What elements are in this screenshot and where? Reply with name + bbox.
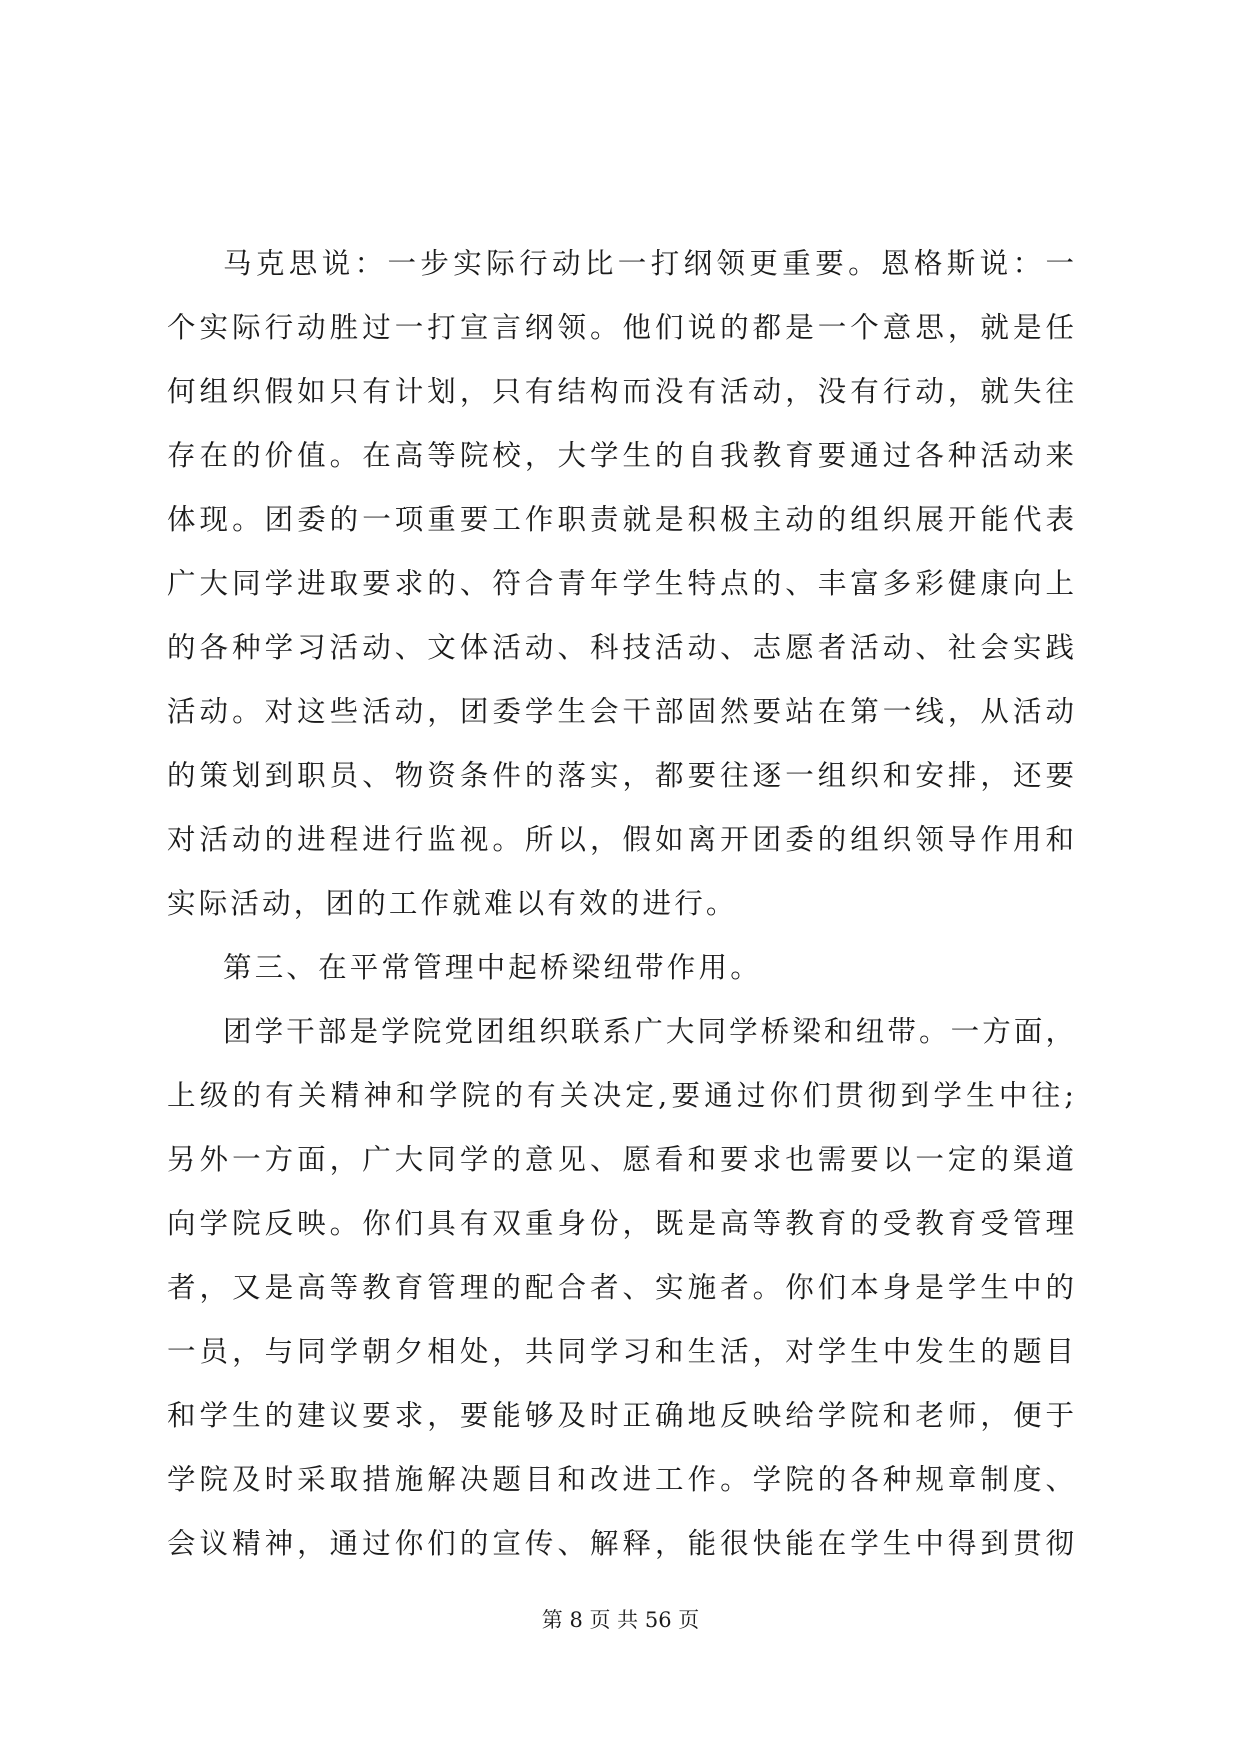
- text-line: 的策划到职员、物资条件的落实，都要往逐一组织和安排，还要: [167, 759, 1074, 792]
- paragraph: [167, 232, 1074, 936]
- text-line: 另外一方面，广大同学的意见、愿看和要求也需要以一定的渠道: [167, 1143, 1074, 1176]
- text-line: 广大同学进取要求的、符合青年学生特点的、丰富多彩健康向上: [167, 567, 1074, 600]
- text-line: 和学生的建议要求，要能够及时正确地反映给学院和老师，便于: [167, 1399, 1074, 1432]
- text-line: 学院及时采取措施解决题目和改进工作。学院的各种规章制度、: [167, 1463, 1074, 1496]
- text-line: 的各种学习活动、文体活动、科技活动、志愿者活动、社会实践: [167, 631, 1074, 664]
- text-line: 团学干部是学院党团组织联系广大同学桥梁和纽带。一方面，: [223, 1015, 1074, 1048]
- text-line: 会议精神，通过你们的宣传、解释，能很快能在学生中得到贯彻: [167, 1527, 1074, 1560]
- text-line: 何组织假如只有计划，只有结构而没有活动，没有行动，就失往: [167, 375, 1074, 408]
- text-line: 活动。对这些活动，团委学生会干部固然要站在第一线，从活动: [167, 695, 1074, 728]
- text-line: 存在的价值。在高等院校，大学生的自我教育要通过各种活动来: [167, 439, 1074, 472]
- section-heading: 第三、在平常管理中起桥梁纽带作用。: [223, 951, 762, 984]
- paragraph-section-heading: [167, 936, 1074, 1000]
- text-line: 实际活动，团的工作就难以有效的进行。: [167, 887, 738, 920]
- document-body: [167, 232, 1074, 1576]
- paragraph: [167, 1000, 1074, 1576]
- text-line: 者，又是高等教育管理的配合者、实施者。你们本身是学生中的: [167, 1271, 1074, 1304]
- text-line: 一员，与同学朝夕相处，共同学习和生活，对学生中发生的题目: [167, 1335, 1074, 1368]
- text-line: 体现。团委的一项重要工作职责就是积极主动的组织展开能代表: [167, 503, 1074, 536]
- text-line: 马克思说：一步实际行动比一打纲领更重要。恩格斯说：一: [223, 247, 1074, 280]
- text-line: 个实际行动胜过一打宣言纲领。他们说的都是一个意思，就是任: [167, 311, 1074, 344]
- text-line: 对活动的进程进行监视。所以，假如离开团委的组织领导作用和: [167, 823, 1074, 856]
- text-line: 上级的有关精神和学院的有关决定,要通过你们贯彻到学生中往;: [167, 1079, 1074, 1112]
- page-number-footer: 第 8 页 共 56 页: [541, 1608, 700, 1632]
- text-line: 向学院反映。你们具有双重身份，既是高等教育的受教育受管理: [167, 1207, 1074, 1240]
